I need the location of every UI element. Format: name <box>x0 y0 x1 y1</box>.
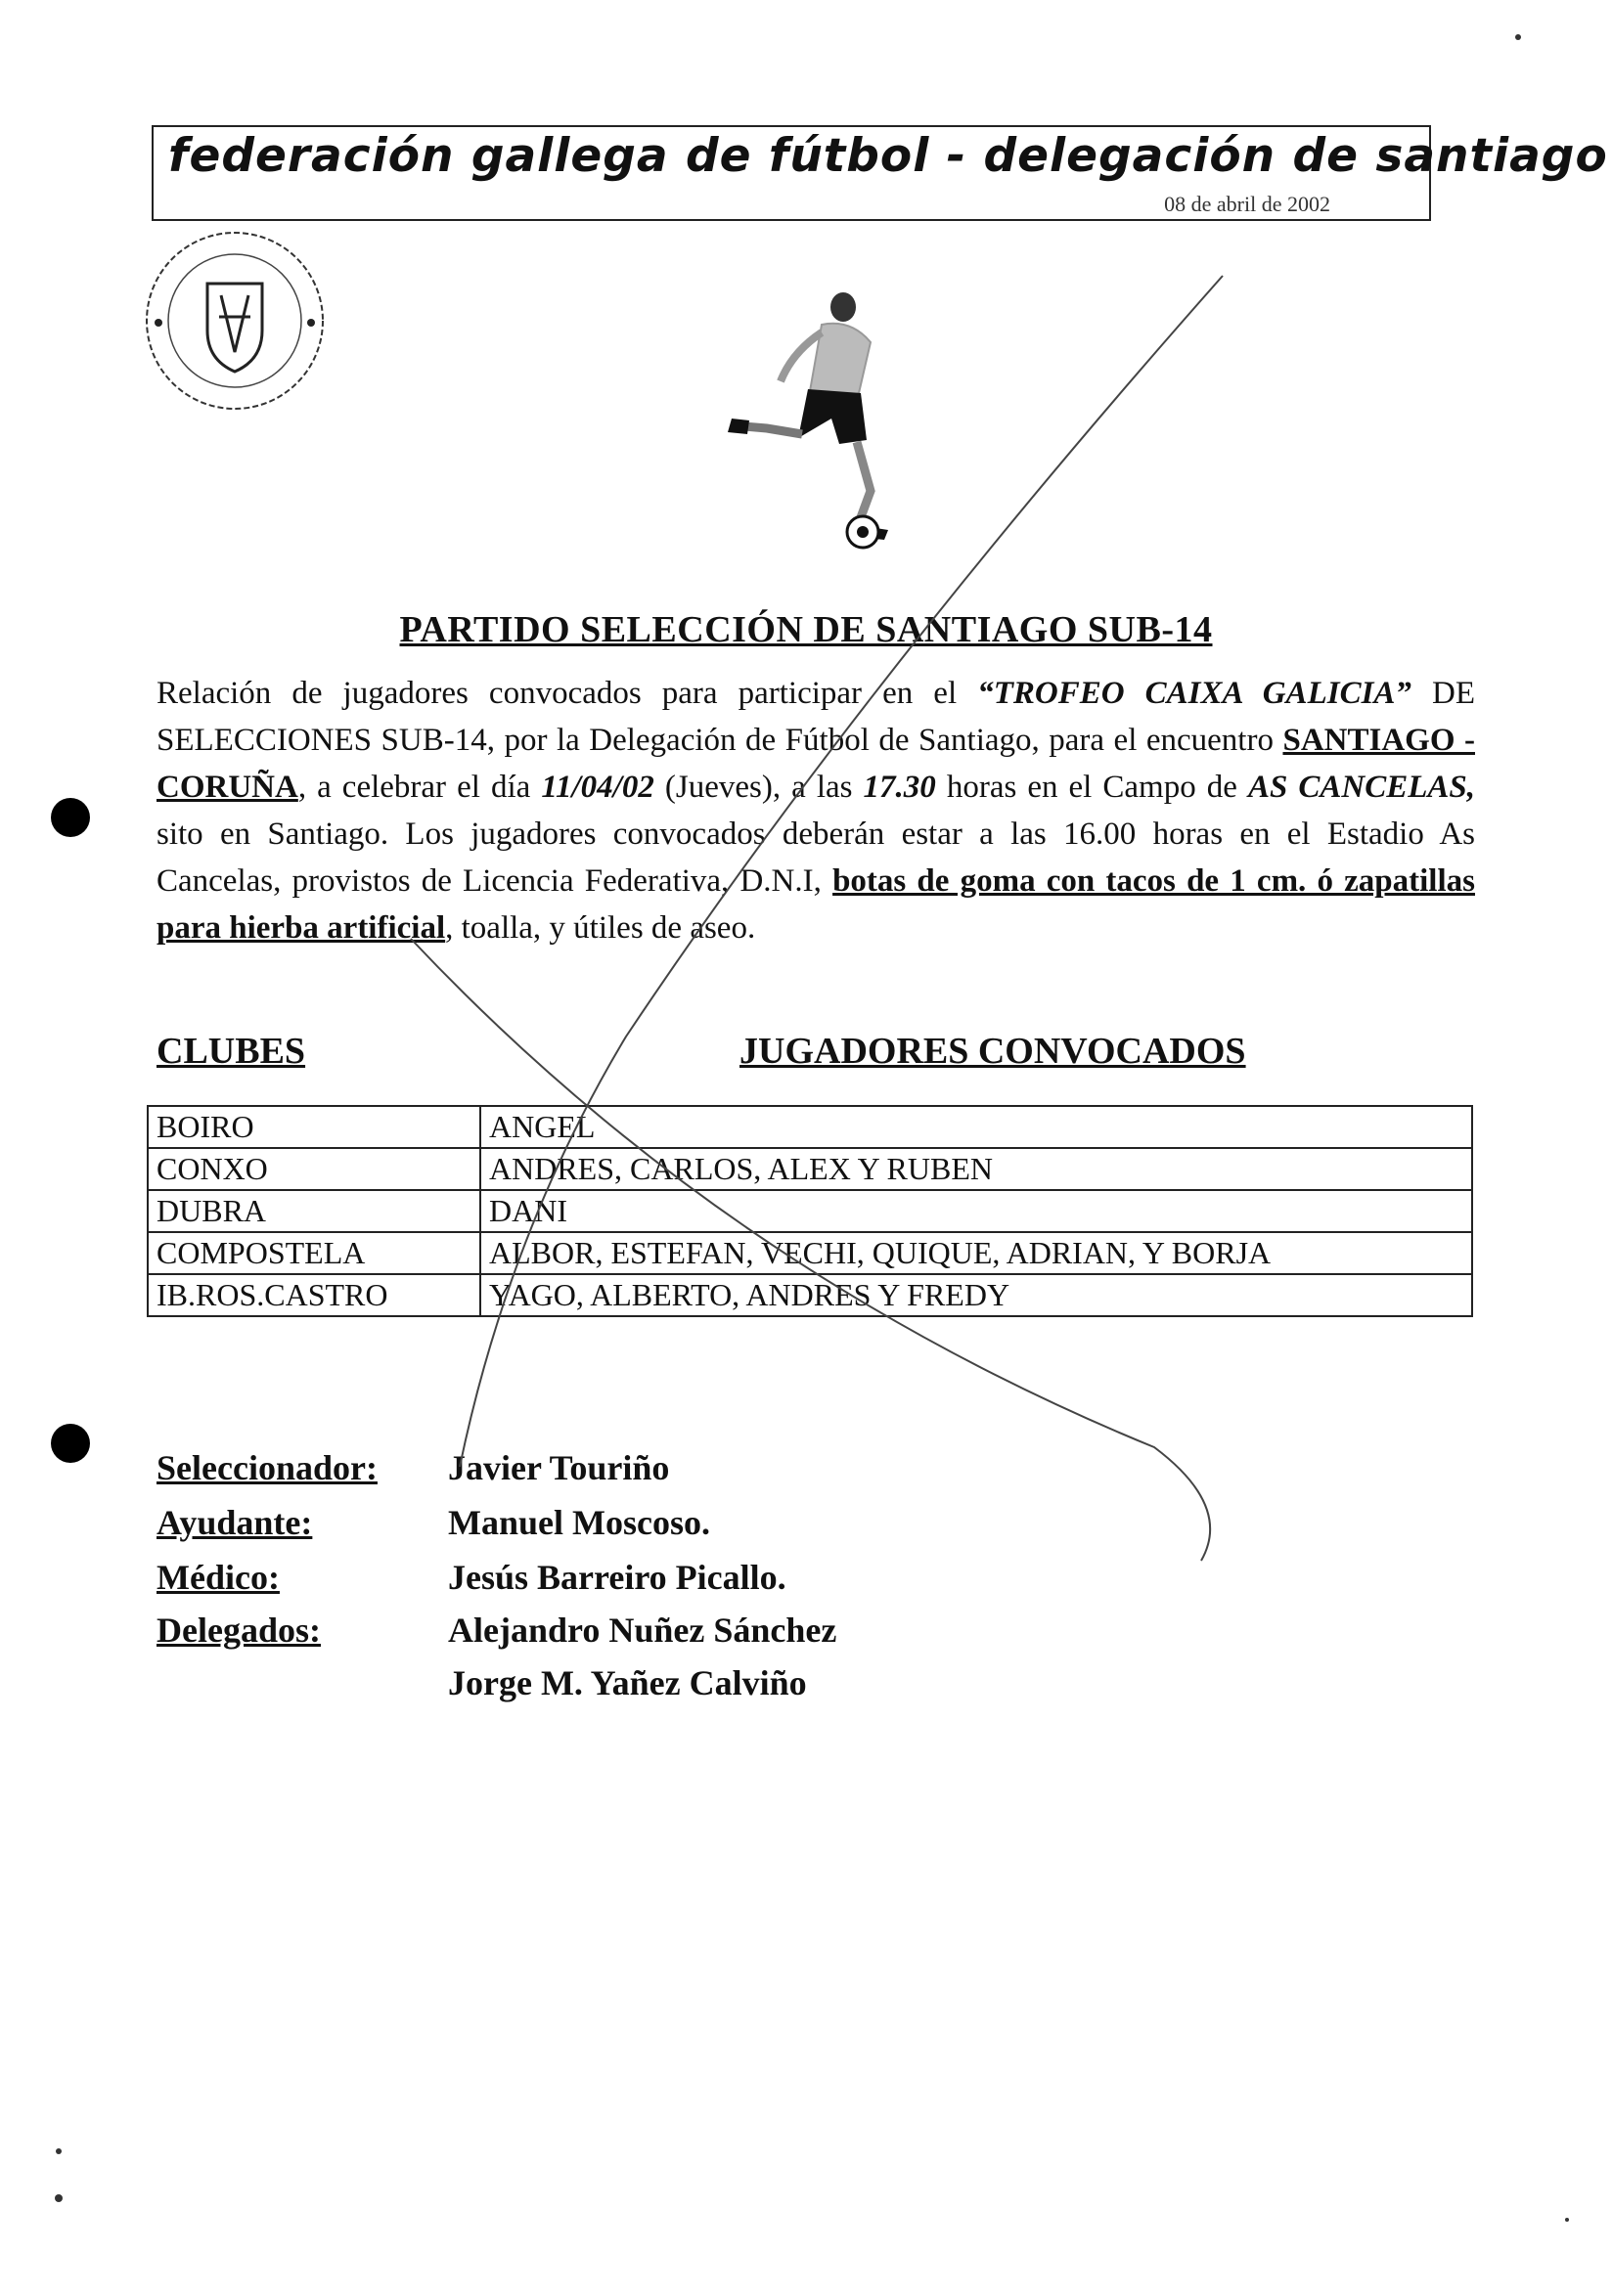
seal-inner-ring <box>168 254 301 387</box>
players-cell: ANDRES, CARLOS, ALEX Y RUBEN <box>480 1148 1472 1190</box>
club-cell: CONXO <box>148 1148 480 1190</box>
table-row <box>148 1190 1472 1232</box>
doctor-name: Jesús Barreiro Picallo. <box>448 1558 786 1597</box>
intro-text-1: Relación de jugadores convocados para participar en el <box>157 676 978 711</box>
players-cell: ANGEL <box>480 1106 1472 1148</box>
player-head <box>830 292 856 322</box>
intro-text-2: DE SELECCIONES SUB-14, por la Delegación de Fútbol de Santiago, para el encuentro <box>157 676 1475 758</box>
doctor-label: Médico: <box>157 1558 280 1597</box>
squad-table <box>147 1105 1473 1317</box>
intro-text-5: horas en el Campo de <box>935 770 1248 805</box>
footballer-illustration <box>685 284 939 567</box>
match-time: 17.30 <box>863 770 936 805</box>
equipment-requirement: botas de goma con tacos de 1 cm. ó zapatillas para hierba artificial <box>157 863 1475 946</box>
player-shoe-back <box>728 419 749 434</box>
players-cell: YAGO, ALBERTO, ANDRES Y FREDY <box>480 1274 1472 1316</box>
intro-text-6: sito en Santiago. Los jugadores convocados deberán estar a las 16.00 horas en el Estadio As Cancelas, provistos de Licencia Federativa, D.N.I, <box>157 817 1475 899</box>
player-shorts <box>798 389 867 444</box>
trophy-name: “TROFEO CAIXA GALICIA” <box>977 676 1411 711</box>
staff-section <box>157 1447 1135 1701</box>
delegate-name: Jorge M. Yañez Calviño <box>448 1663 807 1702</box>
assistant-label: Ayudante: <box>157 1503 313 1542</box>
club-cell: DUBRA <box>148 1190 480 1232</box>
club-cell: BOIRO <box>148 1106 480 1148</box>
intro-paragraph <box>157 670 1475 951</box>
table-row <box>148 1148 1472 1190</box>
table-row <box>148 1106 1472 1148</box>
header-title: federación gallega de fútbol - delegación de santiago <box>168 129 1608 183</box>
seal-shield-emblem <box>219 295 250 352</box>
match-date: 11/04/02 <box>541 770 654 805</box>
seal-shield-icon <box>207 284 262 372</box>
page-title: PARTIDO SELECCIÓN DE SANTIAGO SUB-14 <box>399 609 1213 650</box>
clubs-heading: CLUBES <box>157 1031 306 1072</box>
header-date: 08 de abril de 2002 <box>1164 192 1330 216</box>
club-cell: COMPOSTELA <box>148 1232 480 1274</box>
punch-hole <box>51 1424 90 1463</box>
match-name: SANTIAGO - CORUÑA <box>157 723 1475 805</box>
players-cell: DANI <box>480 1190 1472 1232</box>
club-cell: IB.ROS.CASTRO <box>148 1274 480 1316</box>
intro-text-3: , a celebrar el día <box>297 770 542 805</box>
intro-text-7: , toalla, y útiles de aseo. <box>445 910 756 946</box>
seal-outer-ring <box>147 233 323 409</box>
delegate-name: Alejandro Nuñez Sánchez <box>448 1611 837 1650</box>
punch-hole <box>51 798 90 837</box>
players-cell: ALBOR, ESTEFAN, VECHI, QUIQUE, ADRIAN, Y BORJA <box>480 1232 1472 1274</box>
selector-label: Seleccionador: <box>157 1448 378 1487</box>
players-heading: JUGADORES CONVOCADOS <box>739 1031 1246 1072</box>
player-leg-back <box>743 426 802 434</box>
delegates-label: Delegados: <box>157 1611 321 1650</box>
match-venue: AS CANCELAS, <box>1247 770 1476 805</box>
intro-text-4: (Jueves), a las <box>653 770 864 805</box>
assistant-name: Manuel Moscoso. <box>448 1503 710 1542</box>
federation-seal <box>137 223 333 419</box>
table-row <box>148 1274 1472 1316</box>
selector-name: Javier Touriño <box>448 1448 670 1487</box>
table-row <box>148 1232 1472 1274</box>
